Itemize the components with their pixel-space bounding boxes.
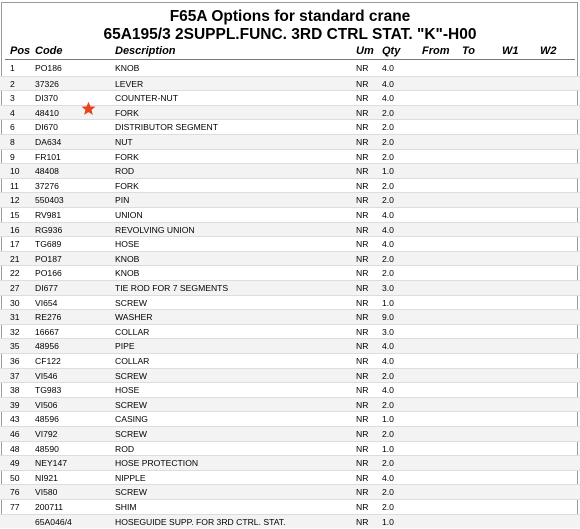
cell-desc: FORK [115, 180, 139, 191]
cell-desc: HOSE [115, 385, 140, 396]
cell-code: NI921 [35, 472, 58, 483]
cell-um: NR [356, 166, 369, 177]
cell-qty: 2.0 [382, 107, 394, 118]
table-row [0, 178, 580, 193]
cell-desc: HOSE PROTECTION [115, 458, 199, 469]
cell-um: NR [356, 472, 369, 483]
cell-um: NR [356, 326, 369, 337]
cell-qty: 2.0 [382, 458, 394, 469]
cell-pos: 77 [10, 502, 20, 512]
cell-pos: 43 [10, 414, 20, 425]
cell-pos: 2 [10, 78, 15, 89]
cell-pos: 48 [10, 443, 20, 454]
cell-pos: 37 [10, 370, 20, 381]
cell-um: NR [356, 93, 369, 104]
cell-pos: 38 [10, 385, 20, 396]
cell-um: NR [356, 429, 369, 439]
cell-pos: 49 [10, 458, 20, 469]
header-um: Um [356, 45, 374, 57]
document-title: F65A Options for standard crane [169, 8, 411, 25]
cell-pos: 9 [10, 151, 15, 162]
cell-desc: NUT [115, 137, 133, 147]
header-code: Code [35, 45, 63, 57]
cell-qty: 2.0 [382, 137, 394, 147]
cell-code: 65A046/4 [35, 516, 72, 527]
header-w1: W1 [502, 45, 519, 57]
cell-um: NR [356, 239, 369, 250]
cell-pos: 12 [10, 195, 20, 206]
cell-desc: WASHER [115, 312, 153, 323]
cell-qty: 2.0 [382, 253, 394, 264]
cell-desc: KNOB [115, 63, 140, 73]
table-row [0, 353, 580, 368]
cell-desc: PIN [115, 195, 130, 206]
cell-um: NR [356, 385, 369, 396]
cell-desc: COLLAR [115, 326, 150, 337]
cell-qty: 2.0 [382, 502, 394, 512]
header-qty: Qty [382, 45, 401, 57]
cell-pos: 32 [10, 326, 20, 337]
table-row [0, 324, 580, 339]
cell-desc: ROD [115, 166, 135, 177]
table-row [0, 470, 580, 485]
cell-pos: 16 [10, 224, 20, 235]
cell-pos: 22 [10, 268, 20, 279]
table-row [0, 441, 580, 456]
cell-qty: 2.0 [382, 399, 394, 410]
cell-desc: UNION [115, 210, 143, 220]
table-row [0, 382, 580, 397]
cell-code: TG983 [35, 385, 62, 396]
table-row [0, 134, 580, 149]
cell-pos: 3 [10, 93, 15, 104]
cell-code: 200711 [35, 502, 64, 512]
cell-qty: 2.0 [382, 151, 394, 162]
table-row [0, 149, 580, 164]
cell-code: FR101 [35, 151, 61, 162]
cell-pos: 50 [10, 472, 20, 483]
cell-code: 37326 [35, 78, 59, 89]
cell-desc: SCREW [115, 487, 147, 498]
cell-desc: TIE ROD FOR 7 SEGMENTS [115, 283, 229, 293]
cell-desc: COUNTER-NUT [115, 93, 179, 104]
cell-um: NR [356, 210, 369, 220]
cell-qty: 1.0 [382, 443, 394, 454]
cell-code: 37276 [35, 180, 59, 191]
cell-um: NR [356, 78, 369, 89]
cell-code: 550403 [35, 195, 64, 206]
cell-um: NR [356, 137, 369, 147]
cell-desc: DISTRIBUTOR SEGMENT [115, 122, 218, 133]
cell-pos: 21 [10, 253, 20, 264]
cell-um: NR [356, 268, 369, 279]
cell-qty: 3.0 [382, 283, 394, 293]
header-pos: Pos [10, 45, 31, 57]
header-from: From [422, 45, 450, 57]
table-row [0, 484, 580, 499]
table-row [0, 192, 580, 207]
cell-um: NR [356, 370, 369, 381]
cell-pos: 35 [10, 341, 20, 352]
cell-qty: 4.0 [382, 385, 394, 396]
cell-qty: 1.0 [382, 297, 394, 308]
cell-qty: 2.0 [382, 195, 394, 206]
table-row [0, 236, 580, 251]
cell-um: NR [356, 253, 369, 264]
cell-code: DA634 [35, 137, 62, 147]
cell-um: NR [356, 458, 369, 469]
cell-um: NR [356, 195, 369, 206]
table-row [0, 368, 580, 383]
table-row [0, 61, 580, 76]
cell-um: NR [356, 297, 369, 308]
cell-qty: 9.0 [382, 312, 394, 323]
cell-um: NR [356, 151, 369, 162]
cell-qty: 4.0 [382, 224, 394, 235]
cell-qty: 4.0 [382, 78, 394, 89]
cell-qty: 1.0 [382, 516, 394, 527]
cell-desc: KNOB [115, 253, 140, 264]
cell-um: NR [356, 122, 369, 133]
cell-code: RV981 [35, 210, 62, 220]
table-row [0, 119, 580, 134]
cell-um: NR [356, 107, 369, 118]
cell-pos: 39 [10, 399, 20, 410]
cell-pos: 8 [10, 137, 15, 147]
cell-desc: HOSE [115, 239, 140, 250]
cell-pos: 46 [10, 429, 20, 439]
cell-desc: SCREW [115, 429, 147, 439]
cell-code: DI677 [35, 283, 58, 293]
cell-um: NR [356, 487, 369, 498]
table-row [0, 411, 580, 426]
header-w2: W2 [540, 45, 557, 57]
cell-desc: SHIM [115, 502, 137, 512]
cell-um: NR [356, 356, 369, 366]
table-row [0, 295, 580, 310]
table-row [0, 426, 580, 441]
cell-desc: REVOLVING UNION [115, 224, 195, 235]
cell-code: PO186 [35, 63, 62, 73]
cell-desc: ROD [115, 443, 135, 454]
cell-pos: 15 [10, 210, 20, 220]
cell-desc: LEVER [115, 78, 144, 89]
cell-pos: 27 [10, 283, 20, 293]
cell-qty: 3.0 [382, 326, 394, 337]
cell-um: NR [356, 399, 369, 410]
cell-code: RE276 [35, 312, 62, 323]
cell-pos: 10 [10, 166, 20, 177]
cell-um: NR [356, 414, 369, 425]
cell-qty: 2.0 [382, 370, 394, 381]
cell-code: VI792 [35, 429, 58, 439]
table-row [0, 280, 580, 295]
cell-desc: SCREW [115, 297, 147, 308]
cell-code: 16667 [35, 326, 59, 337]
cell-code: RG936 [35, 224, 63, 235]
cell-code: 48956 [35, 341, 59, 352]
cell-qty: 4.0 [382, 341, 394, 352]
cell-code: 48590 [35, 443, 59, 454]
cell-um: NR [356, 224, 369, 235]
cell-desc: CASING [115, 414, 148, 425]
cell-um: NR [356, 341, 369, 352]
cell-desc: NIPPLE [115, 472, 146, 483]
cell-desc: SCREW [115, 370, 147, 381]
cell-pos: 76 [10, 487, 20, 498]
cell-desc: SCREW [115, 399, 147, 410]
cell-code: NEY147 [35, 458, 68, 469]
cell-qty: 4.0 [382, 239, 394, 250]
cell-qty: 2.0 [382, 268, 394, 279]
cell-qty: 1.0 [382, 414, 394, 425]
cell-code: DI370 [35, 93, 58, 104]
star-icon [81, 101, 96, 116]
table-row [0, 222, 580, 237]
cell-code: VI546 [35, 370, 58, 381]
cell-code: 48596 [35, 414, 59, 425]
cell-qty: 4.0 [382, 210, 394, 220]
cell-code: TG689 [35, 239, 62, 250]
table-row [0, 338, 580, 353]
cell-qty: 4.0 [382, 93, 394, 104]
cell-pos: 1 [10, 63, 15, 73]
table-row [0, 309, 580, 324]
cell-pos: 31 [10, 312, 20, 323]
table-row [0, 207, 580, 222]
cell-um: NR [356, 283, 369, 293]
cell-pos: 17 [10, 239, 20, 250]
cell-pos: 36 [10, 356, 20, 366]
cell-qty: 2.0 [382, 122, 394, 133]
table-row [0, 455, 580, 470]
cell-code: PO166 [35, 268, 62, 279]
cell-code: VI580 [35, 487, 58, 498]
table-row [0, 163, 580, 178]
table-row [0, 499, 580, 514]
cell-qty: 2.0 [382, 429, 394, 439]
cell-um: NR [356, 516, 369, 527]
cell-pos: 30 [10, 297, 20, 308]
table-row [0, 76, 580, 91]
cell-qty: 4.0 [382, 472, 394, 483]
header-description: Description [115, 45, 176, 57]
cell-code: PO187 [35, 253, 62, 264]
cell-desc: COLLAR [115, 356, 150, 366]
cell-qty: 2.0 [382, 487, 394, 498]
cell-code: CF122 [35, 356, 61, 366]
document-subtitle: 65A195/3 2SUPPL.FUNC. 3RD CTRL STAT. "K"-H00 [103, 26, 477, 43]
cell-pos: 6 [10, 122, 15, 133]
header-to: To [462, 45, 476, 57]
cell-um: NR [356, 180, 369, 191]
cell-qty: 1.0 [382, 166, 394, 177]
cell-pos: 11 [10, 180, 19, 191]
table-row [0, 397, 580, 412]
cell-qty: 4.0 [382, 356, 394, 366]
cell-desc: FORK [115, 151, 139, 162]
cell-code: 48410 [35, 107, 59, 118]
cell-qty: 2.0 [382, 180, 394, 191]
cell-desc: PIPE [115, 341, 135, 352]
cell-um: NR [356, 63, 369, 73]
cell-code: VI654 [35, 297, 58, 308]
cell-qty: 4.0 [382, 63, 394, 73]
cell-pos: 4 [10, 107, 15, 118]
cell-um: NR [356, 502, 369, 512]
cell-code: VI506 [35, 399, 58, 410]
cell-um: NR [356, 312, 369, 323]
table-row [0, 514, 580, 529]
cell-desc: HOSEGUIDE SUPP. FOR 3RD CTRL. STAT. [115, 516, 286, 527]
cell-code: DI670 [35, 122, 58, 133]
cell-code: 48408 [35, 166, 59, 177]
cell-um: NR [356, 443, 369, 454]
header-divider [5, 59, 575, 60]
table-row [0, 251, 580, 266]
table-row [0, 265, 580, 280]
cell-desc: FORK [115, 107, 139, 118]
cell-desc: KNOB [115, 268, 140, 279]
